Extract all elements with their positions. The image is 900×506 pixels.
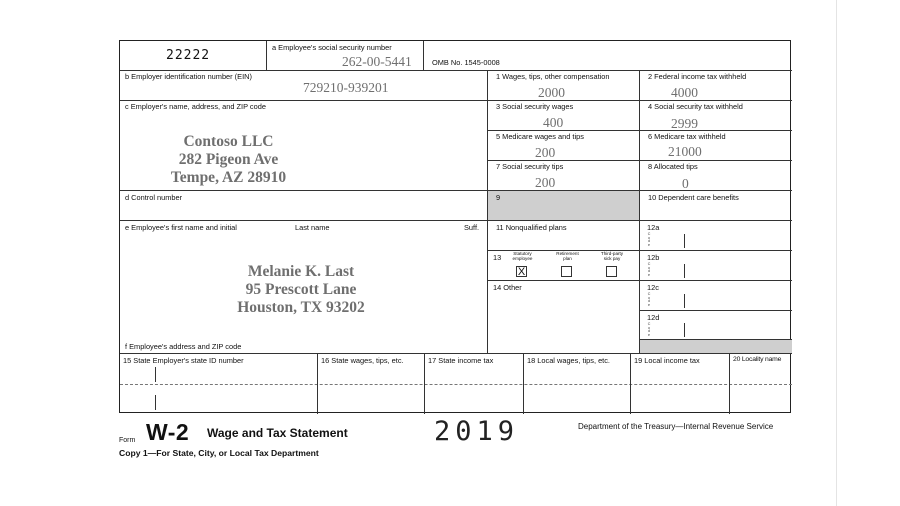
code-label-12b: C o d e	[647, 262, 651, 277]
rule	[424, 353, 425, 414]
statutory-employee-checkbox[interactable]: X	[517, 266, 526, 278]
box1-value: 2000	[538, 85, 565, 100]
box12d-divider	[684, 323, 685, 337]
box12a-divider	[684, 234, 685, 248]
label-d: d Control number	[125, 193, 183, 202]
label-box7: 7 Social security tips	[496, 162, 564, 171]
department: Department of the Treasury—Internal Revenue Service	[578, 422, 774, 431]
copy-label: Copy 1—For State, City, or Local Tax Department	[119, 448, 319, 458]
label-third-party: Third-party sick pay	[600, 251, 624, 261]
rule	[729, 353, 730, 414]
box4-value: 2999	[671, 116, 698, 131]
third-party-sick-pay-checkbox[interactable]	[606, 266, 617, 277]
box8-value: 0	[682, 176, 689, 191]
rule	[639, 280, 792, 281]
employee-street: 95 Prescott Lane	[245, 281, 357, 298]
rule	[120, 190, 792, 191]
page-edge	[836, 0, 837, 506]
label-box12a: 12a	[647, 223, 660, 232]
code-label-12a: C o d e	[647, 232, 651, 247]
w2-form	[119, 40, 791, 413]
employer-address-block	[120, 133, 337, 187]
label-c: c Employer's name, address, and ZIP code	[125, 102, 266, 111]
retirement-plan-checkbox[interactable]	[561, 266, 572, 277]
rule	[120, 100, 792, 101]
label-box11: 11 Nonqualified plans	[496, 223, 567, 232]
label-box17: 17 State income tax	[428, 356, 494, 365]
rule	[639, 310, 792, 311]
label-last-name: Last name	[295, 223, 330, 232]
label-box5: 5 Medicare wages and tips	[496, 132, 584, 141]
dashed-rule	[120, 384, 792, 385]
label-box13: 13	[493, 253, 502, 262]
void-code: 22222	[166, 48, 211, 63]
label-box1: 1 Wages, tips, other compensation	[496, 72, 610, 81]
label-box2: 2 Federal income tax withheld	[648, 72, 747, 81]
employer-name: Contoso LLC	[183, 133, 274, 150]
box2-value: 4000	[671, 85, 698, 100]
box7-value: 200	[535, 175, 556, 190]
rule	[120, 70, 792, 71]
rule	[423, 41, 424, 70]
tax-year: 2019	[434, 416, 520, 447]
rule	[523, 353, 524, 414]
label-suffix: Suff.	[464, 223, 480, 232]
label-box16: 16 State wages, tips, etc.	[321, 356, 404, 365]
employer-street: 282 Pigeon Ave	[178, 151, 279, 168]
state-divider-1	[155, 367, 156, 382]
label-box15: 15 State Employer's state ID number	[123, 356, 244, 365]
rule	[266, 41, 267, 70]
employee-name: Melanie K. Last	[247, 263, 355, 280]
state-divider-2	[155, 395, 156, 410]
box12b-divider	[684, 264, 685, 278]
ssn-value: 262-00-5441	[342, 54, 412, 69]
label-retirement: Retirement plan	[556, 251, 579, 261]
rule	[487, 280, 639, 281]
omb-number: OMB No. 1545-0008	[432, 58, 500, 67]
label-box12b: 12b	[647, 253, 660, 262]
rule	[639, 70, 640, 353]
label-a: a Employee's social security number	[272, 43, 392, 52]
label-b: b Employer identification number (EIN)	[125, 72, 252, 81]
box9-shade	[488, 191, 639, 220]
label-box12d: 12d	[647, 313, 660, 322]
box12-shade	[640, 340, 792, 353]
ein-value: 729210-939201	[303, 80, 389, 95]
employee-address-block	[120, 263, 482, 317]
code-label-12c: C o d e	[647, 292, 651, 307]
label-e: e Employee's first name and initial	[125, 223, 237, 232]
form-prefix: Form	[119, 437, 136, 444]
code-label-12d: C o d e	[647, 322, 651, 337]
label-box14: 14 Other	[493, 283, 522, 292]
label-box8: 8 Allocated tips	[648, 162, 698, 171]
label-box3: 3 Social security wages	[496, 102, 574, 111]
form-title: Wage and Tax Statement	[207, 426, 348, 440]
box5-value: 200	[535, 145, 556, 160]
label-box12c: 12c	[647, 283, 659, 292]
employee-city: Houston, TX 93202	[237, 299, 365, 316]
label-f: f Employee's address and ZIP code	[125, 342, 242, 351]
label-box6: 6 Medicare tax withheld	[648, 132, 726, 141]
rule	[120, 353, 792, 354]
box6-value: 21000	[668, 144, 702, 159]
label-box20: 20 Locality name	[733, 356, 782, 363]
rule	[630, 353, 631, 414]
label-box18: 18 Local wages, tips, etc.	[527, 356, 610, 365]
rule	[120, 220, 792, 221]
label-box4: 4 Social security tax withheld	[648, 102, 743, 111]
employer-city: Tempe, AZ 28910	[170, 169, 287, 186]
box12c-divider	[684, 294, 685, 308]
rule	[317, 353, 318, 414]
label-statutory: Statutory employee	[512, 251, 533, 261]
label-box10: 10 Dependent care benefits	[648, 193, 739, 202]
box3-value: 400	[543, 115, 564, 130]
label-box9: 9	[496, 193, 501, 202]
form-code: W-2	[146, 419, 190, 445]
label-box19: 19 Local income tax	[634, 356, 700, 365]
